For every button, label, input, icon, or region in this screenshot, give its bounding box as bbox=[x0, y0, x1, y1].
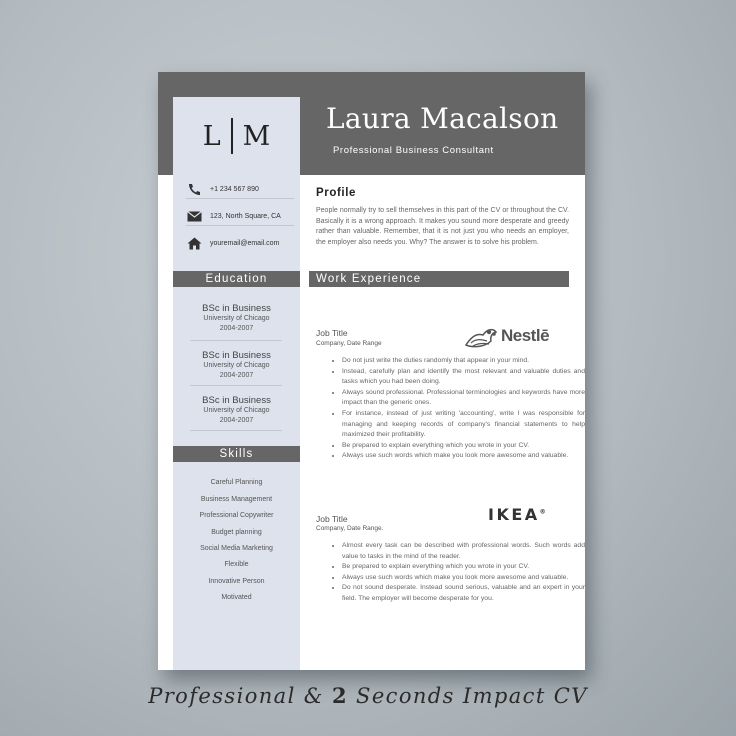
education-item bbox=[173, 303, 300, 334]
contact-divider bbox=[186, 198, 294, 199]
skill-item: Motivated bbox=[221, 594, 252, 601]
registered-mark: ® bbox=[539, 508, 546, 516]
list-item: • Instead, carefully plan and identify the most relevant and valuable duties and tasks which you had been doing. bbox=[342, 367, 585, 388]
education-school: University of Chicago bbox=[203, 362, 270, 369]
ikea-logo bbox=[488, 505, 546, 524]
work-experience-heading: Work Experience bbox=[309, 271, 569, 287]
caption-prefix: Professional & bbox=[148, 684, 332, 708]
education-item bbox=[173, 350, 300, 381]
job-company: Company, Date Range. bbox=[316, 525, 384, 532]
job-title: Job Title bbox=[316, 514, 348, 524]
job-title: Job Title bbox=[316, 328, 348, 338]
list-item: • Do not sound desperate. Instead sound serious, valuable and an expert in your field. The employer will become desperate for you. bbox=[342, 583, 585, 604]
monogram-right: M bbox=[242, 120, 271, 152]
education-degree: BSc in Business bbox=[202, 350, 271, 361]
nestle-wordmark: Nestlē bbox=[501, 326, 550, 345]
education-school: University of Chicago bbox=[203, 315, 270, 322]
job-duties-list bbox=[326, 541, 585, 605]
monogram bbox=[173, 97, 300, 175]
education-item bbox=[173, 395, 300, 426]
nest-bird-icon bbox=[463, 323, 499, 349]
list-item: • Almost every task can be described with professional words. Such words add value to tasks in the mind of the reader. bbox=[342, 541, 585, 562]
skill-item: Flexible bbox=[224, 561, 249, 568]
education-divider bbox=[190, 385, 282, 386]
education-divider bbox=[190, 340, 282, 341]
skill-item: Social Media Marketing bbox=[200, 545, 273, 552]
caption-suffix: Seconds Impact CV bbox=[347, 684, 588, 708]
contact-email bbox=[173, 230, 300, 256]
list-item: • For instance, instead of just writing 'accounting', write I was responsible for managing and keeping records of company's financial statements to help maximized their profitability. bbox=[342, 409, 585, 441]
education-years: 2004-2007 bbox=[219, 325, 254, 332]
profile-heading: Profile bbox=[316, 187, 356, 199]
person-tagline: Professional Business Consultant bbox=[333, 145, 494, 156]
job-duties-list bbox=[326, 356, 585, 462]
skill-item: Professional Copywriter bbox=[199, 512, 274, 519]
job-company: Company, Date Range bbox=[316, 340, 382, 347]
education-heading: Education bbox=[173, 271, 300, 287]
list-item: • Do not just write the duties randomly that appear in your mind. bbox=[342, 356, 585, 367]
skill-item: Careful Planning bbox=[210, 479, 263, 486]
monogram-left: L bbox=[202, 120, 221, 152]
list-item: • Always use such words which make you look more awesome and valuable. bbox=[342, 451, 585, 462]
contact-divider bbox=[186, 225, 294, 226]
phone-text: +1 234 567 890 bbox=[210, 185, 259, 193]
list-item: • Be prepared to explain everything which you wrote in your CV. bbox=[342, 562, 585, 573]
address-text: 123, North Square, CA bbox=[210, 212, 281, 220]
nestle-logo bbox=[463, 322, 558, 350]
education-degree: BSc in Business bbox=[202, 395, 271, 406]
home-icon bbox=[187, 237, 202, 250]
phone-icon bbox=[187, 183, 202, 196]
education-years: 2004-2007 bbox=[219, 372, 254, 379]
education-divider bbox=[190, 430, 282, 431]
ikea-wordmark: IKEA bbox=[488, 505, 540, 524]
education-school: University of Chicago bbox=[203, 407, 270, 414]
list-item: • Be prepared to explain everything which you wrote in your CV. bbox=[342, 441, 585, 452]
promo-caption bbox=[0, 683, 736, 708]
list-item: • Always sound professional. Professional terminologies and keywords have more impact than the generic ones. bbox=[342, 388, 585, 409]
person-name: Laura Macalson bbox=[326, 102, 559, 135]
resume-page bbox=[158, 72, 585, 670]
email-text: youremail@email.com bbox=[210, 239, 280, 247]
caption-number: 2 bbox=[331, 683, 348, 708]
monogram-divider bbox=[231, 118, 233, 154]
skills-heading: Skills bbox=[173, 446, 300, 462]
education-years: 2004-2007 bbox=[219, 417, 254, 424]
skill-item: Business Management bbox=[200, 496, 273, 503]
skill-item: Budget planning bbox=[211, 529, 262, 536]
profile-text: People normally try to sell themselves in this part of the CV or throughout the CV. Basically it is a wrong approach. It makes you sound more desperate and greedy rather than valuable. Remember, that it is not just you who needs an employer, the employer also needs you. Why? The answer is to solve his problem. bbox=[316, 207, 569, 246]
mail-icon bbox=[187, 211, 202, 222]
education-degree: BSc in Business bbox=[202, 303, 271, 314]
skill-item: Innovative Person bbox=[208, 578, 265, 585]
list-item: • Always use such words which make you look more awesome and valuable. bbox=[342, 573, 585, 584]
